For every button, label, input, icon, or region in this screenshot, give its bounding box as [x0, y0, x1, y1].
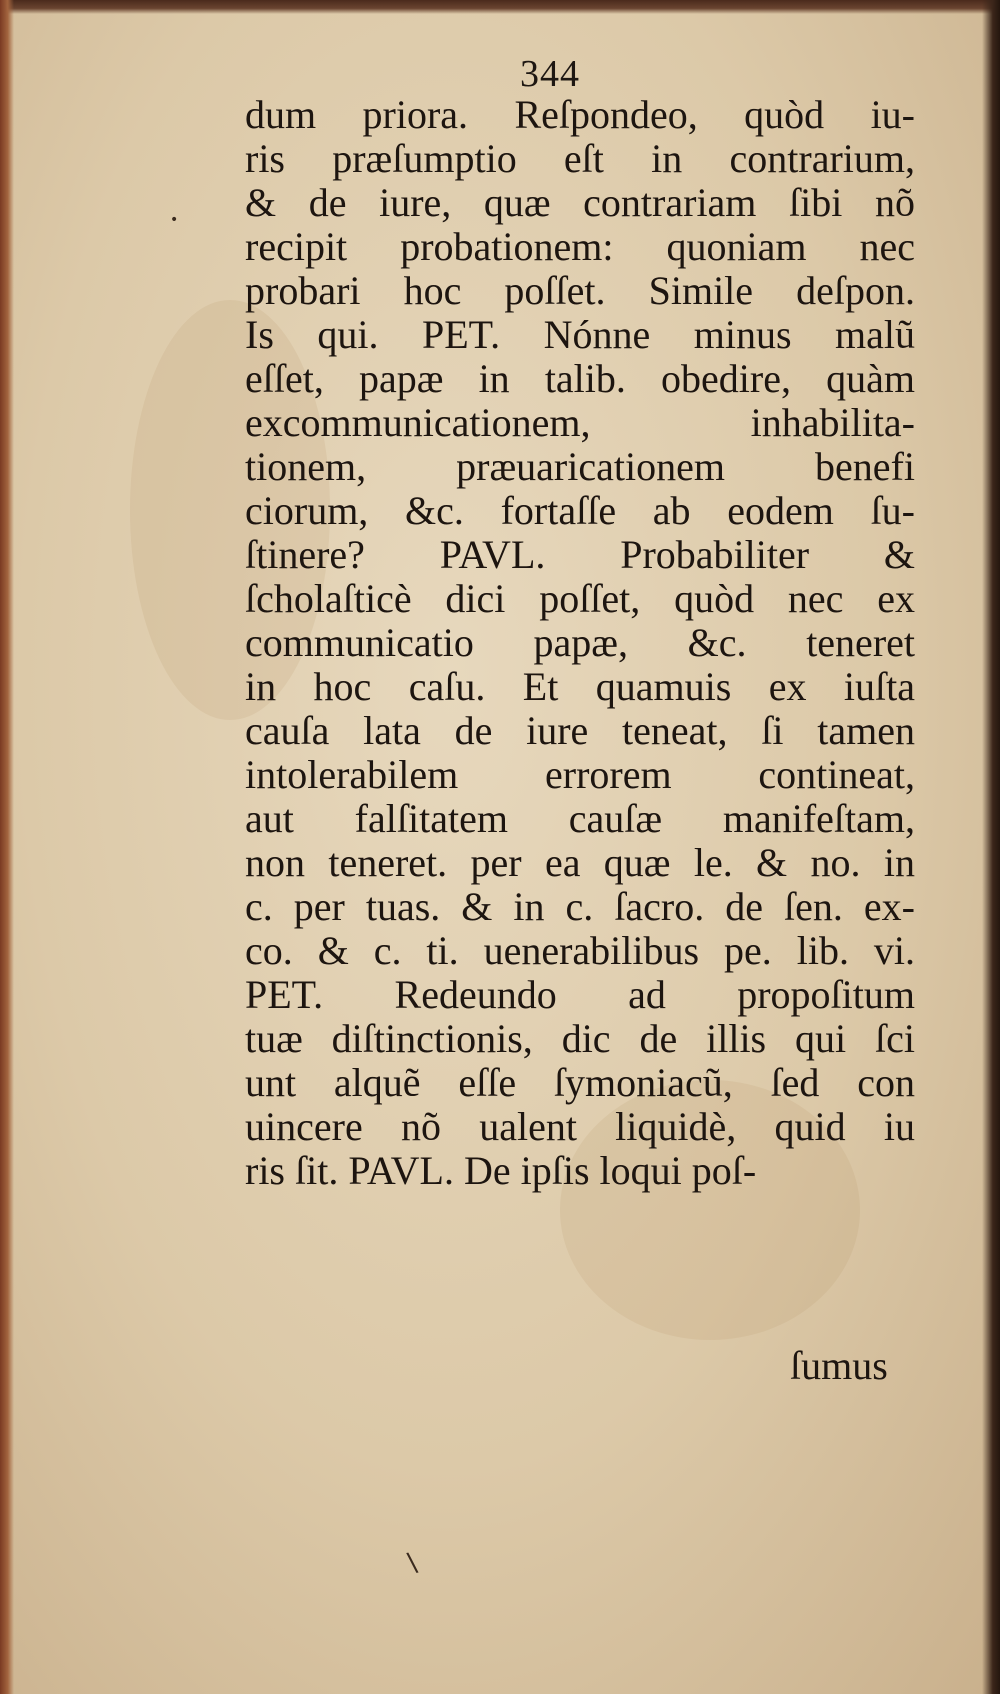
text-line: non teneret. per ea quæ le. & no. in	[245, 840, 915, 885]
body-text	[245, 93, 925, 1193]
text-line: unt alquẽ eſſe ſymoniacũ, ſed con	[245, 1060, 915, 1105]
text-line: intolerabilem errorem contineat,	[245, 752, 915, 797]
page-number: 344	[520, 53, 580, 95]
text-line: aut falſitatem cauſæ manifeſtam,	[245, 796, 915, 841]
fore-edge	[982, 0, 1000, 1694]
text-line: Is qui. PET. Nónne minus malũ	[245, 312, 915, 357]
text-line: ſcholaſticè dici poſſet, quòd nec ex	[245, 576, 915, 621]
binding-edge	[0, 0, 14, 1694]
text-line: tionem, præuaricationem benefi	[245, 444, 915, 489]
text-line: c. per tuas. & in c. ſacro. de ſen. ex-	[245, 884, 915, 929]
page-top-edge	[0, 0, 1000, 14]
text-line: PET. Redeundo ad propoſitum	[245, 972, 915, 1017]
text-line: probari hoc poſſet. Simile deſpon.	[245, 268, 915, 313]
text-line: in hoc caſu. Et quamuis ex iuſta	[245, 664, 915, 709]
text-line: ris ſit. PAVL. De ipſis loqui poſ-	[245, 1148, 757, 1193]
ink-speck: •	[170, 212, 179, 228]
text-line: eſſet, papæ in talib. obedire, quàm	[245, 356, 915, 401]
text-line: co. & c. ti. uenerabilibus pe. lib. vi.	[245, 928, 915, 973]
text-line: communicatio papæ, &c. teneret	[245, 620, 915, 665]
text-line: dum priora. Reſpondeo, quòd iu-	[245, 92, 915, 137]
text-line: & de iure, quæ contrariam ſibi nõ	[245, 180, 915, 225]
ink-stroke: \	[405, 1547, 420, 1579]
text-line: cauſa lata de iure teneat, ſi tamen	[245, 708, 915, 753]
text-line: ſtinere? PAVL. Probabiliter &	[245, 532, 915, 577]
catchword: ſumus	[790, 1343, 888, 1388]
text-line: uincere nõ ualent liquidè, quid iu	[245, 1104, 915, 1149]
text-line: excommunicationem, inhabilita-	[245, 400, 915, 445]
text-line: ris præſumptio eſt in contrarium,	[245, 136, 915, 181]
text-line: tuæ diſtinctionis, dic de illis qui ſci	[245, 1016, 915, 1061]
text-line: ciorum, &c. fortaſſe ab eodem ſu-	[245, 488, 915, 533]
text-line: recipit probationem: quoniam nec	[245, 224, 915, 269]
